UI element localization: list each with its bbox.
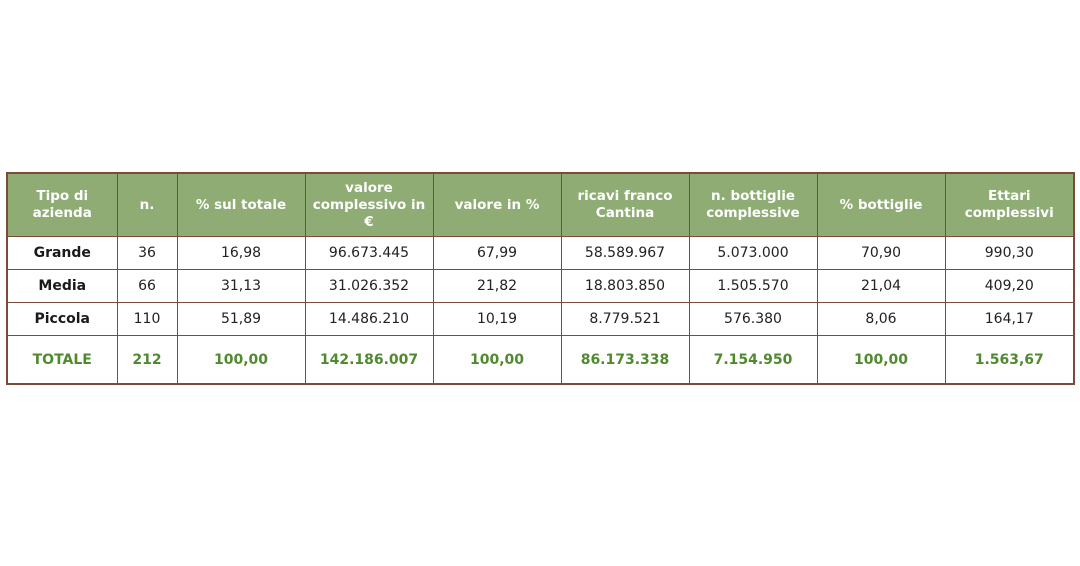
table-cell: 18.803.850 bbox=[561, 270, 689, 303]
header-n-bottiglie: n. bottiglie complessive bbox=[689, 173, 817, 237]
total-cell: 7.154.950 bbox=[689, 336, 817, 385]
table-cell: 67,99 bbox=[433, 237, 561, 270]
total-cell: 100,00 bbox=[177, 336, 305, 385]
table-cell: 16,98 bbox=[177, 237, 305, 270]
header-ettari: Ettari complessivi bbox=[945, 173, 1074, 237]
total-label: TOTALE bbox=[7, 336, 117, 385]
total-cell: 100,00 bbox=[433, 336, 561, 385]
header-row bbox=[7, 173, 1074, 237]
table-cell: 8,06 bbox=[817, 303, 945, 336]
table-cell: 409,20 bbox=[945, 270, 1074, 303]
total-cell: 212 bbox=[117, 336, 177, 385]
header-perc-totale: % sul totale bbox=[177, 173, 305, 237]
table-cell: 110 bbox=[117, 303, 177, 336]
table-cell: 5.073.000 bbox=[689, 237, 817, 270]
header-valore-perc: valore in % bbox=[433, 173, 561, 237]
row-label: Media bbox=[7, 270, 117, 303]
table-cell: 66 bbox=[117, 270, 177, 303]
total-cell: 86.173.338 bbox=[561, 336, 689, 385]
total-row bbox=[7, 336, 1074, 385]
table-cell: 70,90 bbox=[817, 237, 945, 270]
table-cell: 164,17 bbox=[945, 303, 1074, 336]
header-n: n. bbox=[117, 173, 177, 237]
header-ricavi-franco-cantina: ricavi franco Cantina bbox=[561, 173, 689, 237]
data-table-wrapper bbox=[6, 172, 1073, 385]
table-cell: 576.380 bbox=[689, 303, 817, 336]
table-cell: 14.486.210 bbox=[305, 303, 433, 336]
total-cell: 142.186.007 bbox=[305, 336, 433, 385]
header-perc-bottiglie: % bottiglie bbox=[817, 173, 945, 237]
wine-companies-table bbox=[6, 172, 1075, 385]
table-cell: 36 bbox=[117, 237, 177, 270]
header-tipo-azienda: Tipo di azienda bbox=[7, 173, 117, 237]
table-cell: 21,04 bbox=[817, 270, 945, 303]
row-label: Piccola bbox=[7, 303, 117, 336]
table-cell: 51,89 bbox=[177, 303, 305, 336]
table-row bbox=[7, 270, 1074, 303]
table-row bbox=[7, 237, 1074, 270]
table-cell: 10,19 bbox=[433, 303, 561, 336]
table-row bbox=[7, 303, 1074, 336]
row-label: Grande bbox=[7, 237, 117, 270]
table-cell: 8.779.521 bbox=[561, 303, 689, 336]
table-cell: 21,82 bbox=[433, 270, 561, 303]
total-cell: 1.563,67 bbox=[945, 336, 1074, 385]
header-valore-complessivo: valore complessivo in € bbox=[305, 173, 433, 237]
total-cell: 100,00 bbox=[817, 336, 945, 385]
table-cell: 990,30 bbox=[945, 237, 1074, 270]
table-cell: 96.673.445 bbox=[305, 237, 433, 270]
table-cell: 31.026.352 bbox=[305, 270, 433, 303]
table-cell: 31,13 bbox=[177, 270, 305, 303]
table-cell: 58.589.967 bbox=[561, 237, 689, 270]
table-cell: 1.505.570 bbox=[689, 270, 817, 303]
